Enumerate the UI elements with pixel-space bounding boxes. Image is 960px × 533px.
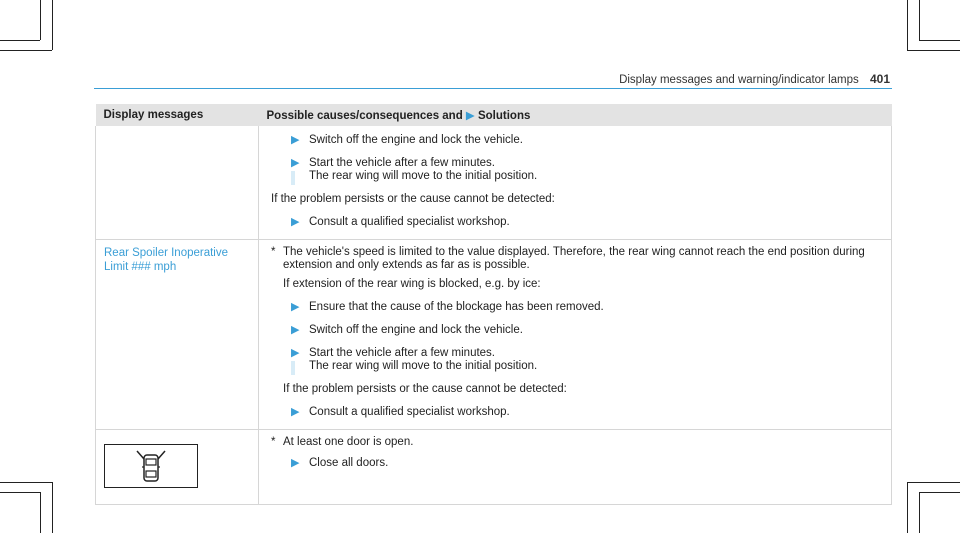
crop-mark bbox=[0, 492, 40, 493]
display-message-text: Rear Spoiler Inoperative Limit ### mph bbox=[104, 247, 229, 273]
crop-mark bbox=[52, 482, 53, 533]
solution-step: ▶ Start the vehicle after a few minutes. The rear wing will move to the initial position. bbox=[271, 157, 879, 183]
crop-mark bbox=[907, 482, 960, 483]
asterisk: * bbox=[271, 436, 276, 448]
page-number: 401 bbox=[869, 72, 890, 86]
crop-mark bbox=[919, 0, 920, 40]
header-display-messages: Display messages bbox=[96, 104, 259, 126]
arrow-icon: ▶ bbox=[291, 216, 300, 228]
header-rule bbox=[94, 88, 892, 89]
crop-mark bbox=[0, 482, 52, 483]
arrow-icon: ▶ bbox=[291, 134, 300, 146]
message-cell bbox=[96, 430, 259, 505]
running-head bbox=[619, 72, 890, 86]
solutions-cell bbox=[259, 430, 892, 505]
arrow-icon: ▶ bbox=[291, 324, 300, 336]
table-header-row bbox=[96, 104, 892, 126]
note-bar bbox=[291, 361, 295, 375]
message-cell bbox=[96, 240, 259, 430]
solution-step: ▶ Switch off the engine and lock the vehicle. bbox=[291, 134, 523, 146]
arrow-icon: ▶ bbox=[291, 157, 300, 169]
persist-text: If the problem persists or the cause cannot be detected: bbox=[271, 193, 555, 205]
car-open-door-icon bbox=[104, 444, 198, 488]
table-row bbox=[96, 430, 892, 505]
cause-text: * At least one door is open. bbox=[271, 436, 414, 448]
table-row bbox=[96, 126, 892, 240]
header-causes-solutions: Possible causes/consequences and ▶ Solutions bbox=[259, 104, 892, 126]
solution-step: ▶ Consult a qualified specialist workshop. bbox=[291, 216, 510, 228]
ice-text: If extension of the rear wing is blocked, e.g. by ice: bbox=[283, 278, 541, 290]
asterisk: * bbox=[271, 246, 276, 258]
table-row bbox=[96, 240, 892, 430]
running-head-title: Display messages and warning/indicator lamps bbox=[619, 74, 859, 86]
solutions-cell bbox=[259, 240, 892, 430]
crop-mark bbox=[907, 482, 908, 533]
crop-mark bbox=[52, 0, 53, 50]
persist-text: If the problem persists or the cause cannot be detected: bbox=[283, 383, 567, 395]
crop-mark bbox=[907, 50, 960, 51]
crop-mark bbox=[919, 492, 960, 493]
crop-mark bbox=[0, 40, 40, 41]
crop-mark bbox=[40, 492, 41, 533]
solution-step: ▶ Close all doors. bbox=[291, 457, 389, 469]
arrow-icon: ▶ bbox=[291, 457, 300, 469]
cause-text: * The vehicle's speed is limited to the value displayed. Therefore, the rear wing cannot reach the end position during extension and only extends as far as is possible. bbox=[271, 246, 865, 271]
crop-mark bbox=[919, 40, 960, 41]
message-cell-empty bbox=[96, 126, 259, 240]
arrow-icon: ▶ bbox=[291, 406, 300, 418]
crop-mark bbox=[40, 0, 41, 40]
solutions-cell bbox=[259, 126, 892, 240]
crop-mark bbox=[919, 492, 920, 533]
note-bar bbox=[291, 171, 295, 185]
solution-step: ▶ Switch off the engine and lock the vehicle. bbox=[291, 324, 523, 336]
arrow-icon: ▶ bbox=[291, 301, 300, 313]
arrow-icon: ▶ bbox=[291, 347, 300, 359]
solution-step: ▶ Consult a qualified specialist workshop. bbox=[291, 406, 510, 418]
solution-step: ▶ Start the vehicle after a few minutes. The rear wing will move to the initial position. bbox=[271, 347, 879, 373]
crop-mark bbox=[907, 0, 908, 50]
crop-mark bbox=[0, 50, 52, 51]
car-open-door-icon-svg bbox=[134, 447, 168, 485]
display-messages-table bbox=[95, 104, 892, 505]
solution-step: ▶ Ensure that the cause of the blockage has been removed. bbox=[291, 301, 604, 313]
